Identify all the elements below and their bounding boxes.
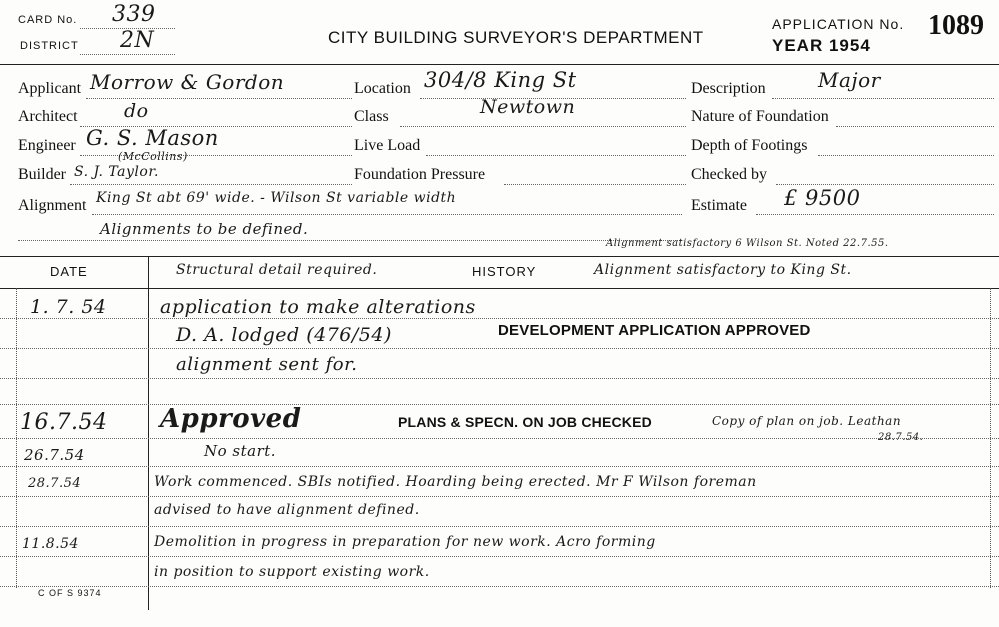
class-value: Newtown	[480, 96, 576, 118]
alignment-label: Alignment	[18, 197, 87, 214]
application-label: APPLICATION No.	[772, 16, 905, 32]
history-column-header: HISTORY	[472, 264, 537, 279]
history-date: 11.8.54	[22, 536, 79, 552]
plan-copy-note-date: 28.7.54.	[878, 432, 924, 443]
history-date: 28.7.54	[28, 476, 82, 491]
applicant-label: Applicant	[18, 80, 82, 97]
history-entry: Demolition in progress in preparation for new work. Acro forming	[154, 534, 656, 550]
history-date: 26.7.54	[24, 446, 85, 464]
architect-value: do	[124, 100, 149, 122]
history-entry: in position to support existing work.	[154, 564, 430, 580]
history-entry: Work commenced. SBIs notified. Hoarding being erected. Mr F Wilson foreman	[154, 474, 757, 490]
district-label: DISTRICT	[20, 40, 79, 52]
alignment-satisfactory-note: Alignment satisfactory 6 Wilson St. Noted 22.7.55.	[606, 238, 889, 249]
description-value: Major	[818, 68, 881, 92]
application-number: 1089	[928, 10, 984, 41]
history-entry: advised to have alignment defined.	[154, 502, 420, 518]
engineer-label: Engineer	[18, 137, 76, 154]
builder-value: S. J. Taylor.	[74, 164, 159, 180]
builder-note: (McCollins)	[118, 150, 188, 163]
history-entry: alignment sent for.	[176, 354, 358, 375]
builder-label: Builder	[18, 166, 66, 183]
checked-by-label: Checked by	[691, 166, 767, 183]
history-entry: No start.	[204, 442, 277, 460]
location-value: 304/8 King St	[424, 68, 577, 92]
depth-of-footings-label: Depth of Footings	[691, 137, 808, 154]
engineer-value: G. S. Mason	[86, 126, 219, 150]
applicant-value: Morrow & Gordon	[90, 70, 285, 94]
history-top-note-right: Alignment satisfactory to King St.	[594, 262, 852, 278]
class-label: Class	[354, 108, 389, 125]
location-label: Location	[354, 80, 411, 97]
card-no-label: CARD No.	[18, 14, 78, 26]
form-code: C OF S 9374	[38, 588, 102, 598]
history-entry: application to make alterations	[160, 296, 476, 318]
alignment-value: King St abt 69' wide. - Wilson St variable width	[96, 190, 457, 206]
year-label: YEAR 1954	[772, 36, 871, 55]
history-entry-approved: Approved	[160, 404, 302, 434]
card-no-value: 339	[112, 2, 156, 27]
description-label: Description	[691, 80, 766, 97]
department-title: CITY BUILDING SURVEYOR'S DEPARTMENT	[328, 28, 704, 47]
development-approved-stamp: DEVELOPMENT APPLICATION APPROVED	[498, 322, 811, 339]
plans-checked-stamp: PLANS & SPECN. ON JOB CHECKED	[398, 414, 652, 430]
history-date: 1. 7. 54	[30, 296, 107, 318]
estimate-value: £ 9500	[784, 186, 861, 210]
history-top-note-left: Structural detail required.	[176, 262, 378, 278]
history-date: 16.7.54	[20, 410, 108, 435]
district-value: 2N	[120, 28, 155, 53]
architect-label: Architect	[18, 108, 78, 125]
estimate-label: Estimate	[691, 197, 747, 214]
plan-copy-note: Copy of plan on job. Leathan	[712, 414, 902, 428]
date-column-header: DATE	[50, 264, 88, 279]
live-load-label: Live Load	[354, 137, 421, 154]
history-entry: D. A. lodged (476/54)	[176, 324, 392, 346]
foundation-pressure-label: Foundation Pressure	[354, 166, 486, 183]
nature-of-foundation-label: Nature of Foundation	[691, 108, 829, 125]
alignment-value-2: Alignments to be defined.	[100, 220, 309, 238]
